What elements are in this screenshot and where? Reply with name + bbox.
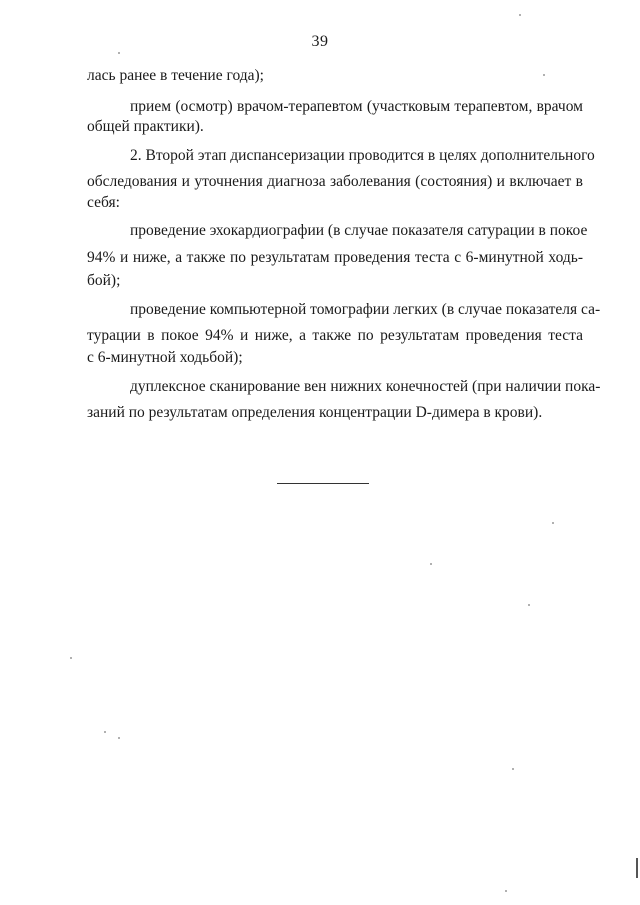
- scan-speck: [118, 737, 120, 739]
- text-line: обследования и уточнения диагноза заболевания (состояния) и включает в: [87, 173, 583, 190]
- text-line: проведение компьютерной томографии легких (в случае показателя са-: [130, 301, 601, 318]
- scan-speck: [528, 604, 530, 606]
- scan-speck: [118, 52, 120, 54]
- text-line: 2. Второй этап диспансеризации проводится в целях дополнительного: [130, 147, 595, 164]
- text-line: прием (осмотр) врачом-терапевтом (участковым терапевтом, врачом: [130, 98, 583, 115]
- text-line: бой);: [87, 272, 121, 289]
- text-line: общей практики).: [87, 118, 204, 135]
- text-line: с 6-минутной ходьбой);: [87, 349, 243, 366]
- text-line: дуплексное сканирование вен нижних конечностей (при наличии пока-: [130, 378, 601, 395]
- scan-speck: [505, 890, 507, 892]
- text-line: заний по результатам определения концентрации D-димера в крови).: [87, 404, 543, 421]
- scan-edge-mark: [636, 858, 638, 878]
- text-line: турации в покое 94% и ниже, а также по результатам проведения теста: [87, 327, 583, 344]
- scan-speck: [543, 74, 545, 76]
- end-separator-line: [277, 483, 369, 484]
- page-number: 39: [311, 33, 329, 50]
- scan-speck: [519, 14, 521, 16]
- scan-speck: [552, 522, 554, 524]
- text-line: лась ранее в течение года);: [87, 67, 264, 84]
- scan-speck: [70, 657, 72, 659]
- scan-speck: [104, 731, 106, 733]
- text-line: 94% и ниже, а также по результатам проведения теста с 6-минутной ходь-: [87, 249, 583, 266]
- text-line: проведение эхокардиографии (в случае показателя сатурации в покое: [130, 222, 588, 239]
- scan-speck: [430, 563, 432, 565]
- scan-speck: [512, 768, 514, 770]
- text-line: себя:: [87, 194, 120, 211]
